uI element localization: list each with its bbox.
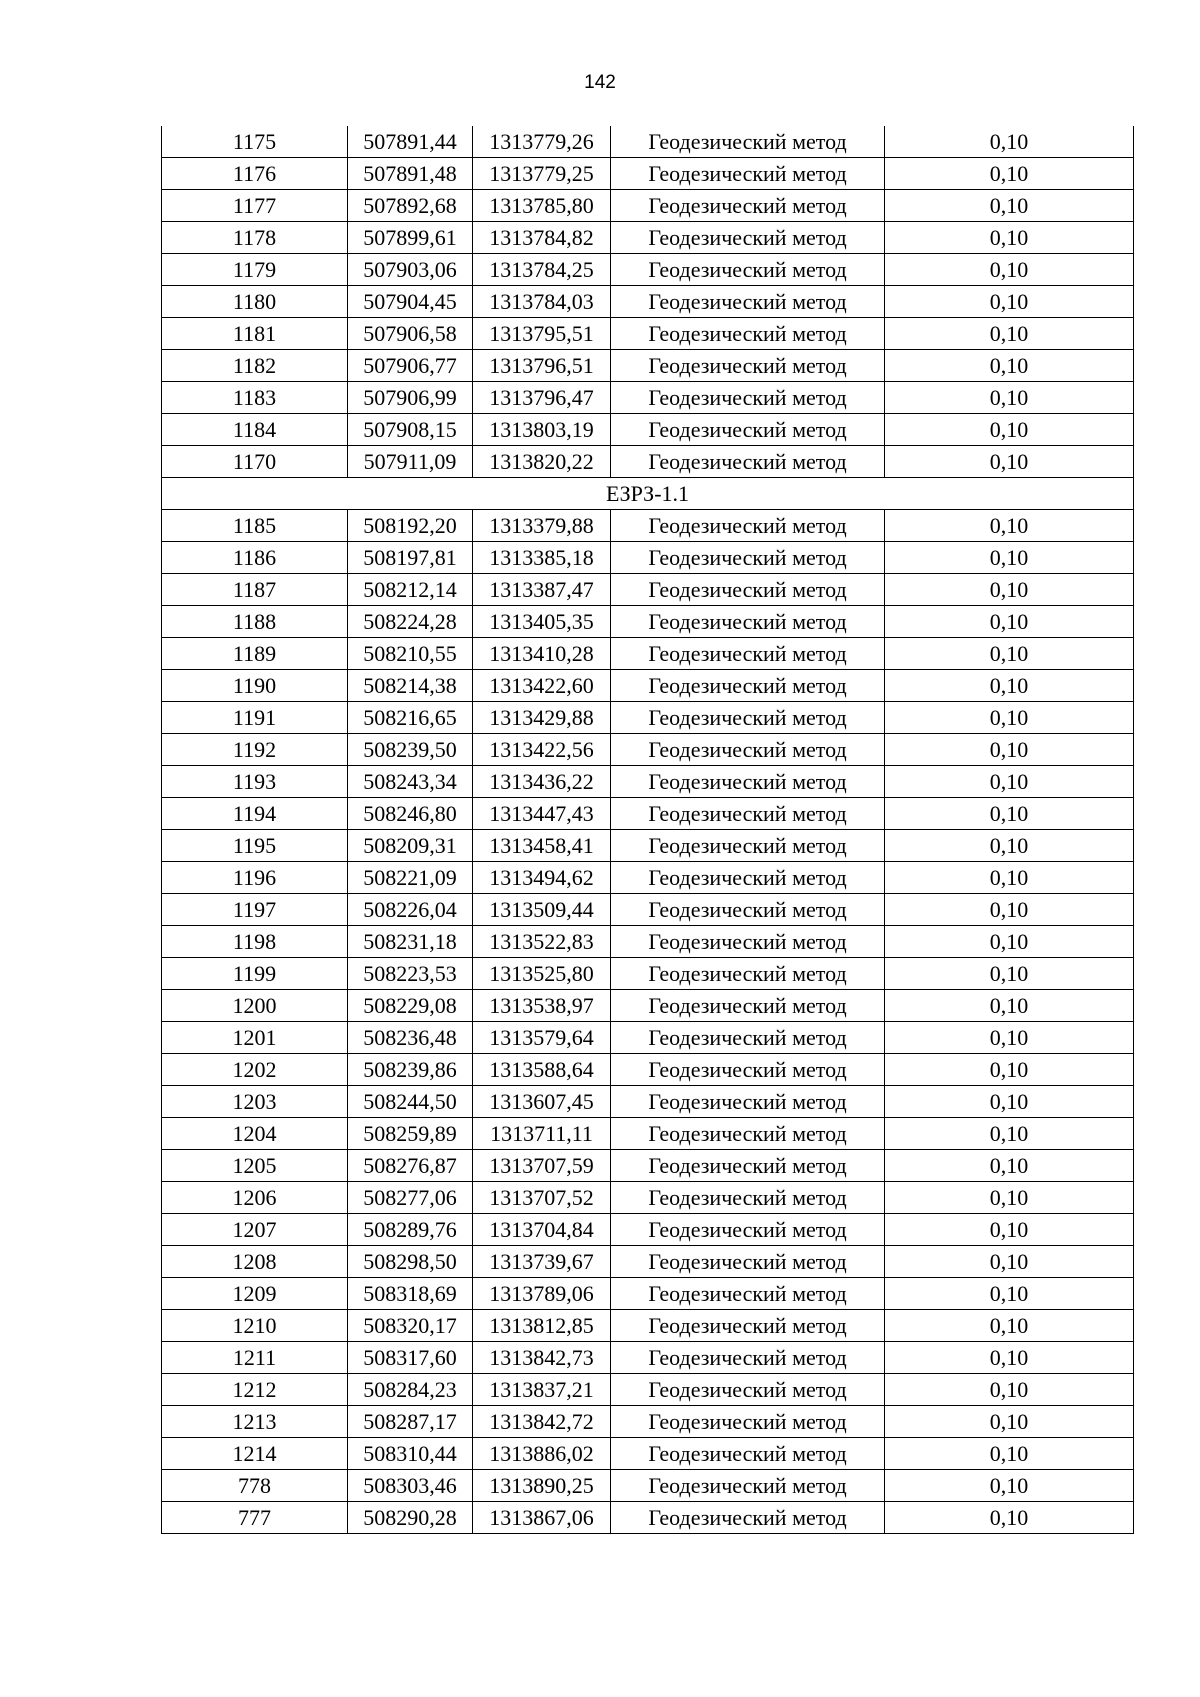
accuracy-cell: 0,10 bbox=[885, 1470, 1134, 1502]
accuracy-cell: 0,10 bbox=[885, 1438, 1134, 1470]
accuracy-cell: 0,10 bbox=[885, 382, 1134, 414]
x-coordinate-cell: 508320,17 bbox=[348, 1310, 473, 1342]
table-row bbox=[162, 126, 1134, 158]
x-coordinate-cell: 508239,86 bbox=[348, 1054, 473, 1086]
y-coordinate-cell: 1313405,35 bbox=[473, 606, 611, 638]
x-coordinate-cell: 508197,81 bbox=[348, 542, 473, 574]
x-coordinate-cell: 507906,99 bbox=[348, 382, 473, 414]
point-number-cell: 1186 bbox=[162, 542, 348, 574]
y-coordinate-cell: 1313803,19 bbox=[473, 414, 611, 446]
x-coordinate-cell: 507899,61 bbox=[348, 222, 473, 254]
method-cell: Геодезический метод bbox=[611, 1054, 885, 1086]
point-number-cell: 1191 bbox=[162, 702, 348, 734]
method-cell: Геодезический метод bbox=[611, 1214, 885, 1246]
point-number-cell: 777 bbox=[162, 1502, 348, 1534]
y-coordinate-cell: 1313837,21 bbox=[473, 1374, 611, 1406]
y-coordinate-cell: 1313447,43 bbox=[473, 798, 611, 830]
table-row bbox=[162, 766, 1134, 798]
table-row bbox=[162, 638, 1134, 670]
accuracy-cell: 0,10 bbox=[885, 1054, 1134, 1086]
accuracy-cell: 0,10 bbox=[885, 158, 1134, 190]
point-number-cell: 1182 bbox=[162, 350, 348, 382]
table-row bbox=[162, 158, 1134, 190]
x-coordinate-cell: 508216,65 bbox=[348, 702, 473, 734]
y-coordinate-cell: 1313410,28 bbox=[473, 638, 611, 670]
section-header-row bbox=[162, 478, 1134, 510]
point-number-cell: 1213 bbox=[162, 1406, 348, 1438]
x-coordinate-cell: 508290,28 bbox=[348, 1502, 473, 1534]
table-row bbox=[162, 190, 1134, 222]
point-number-cell: 1194 bbox=[162, 798, 348, 830]
method-cell: Геодезический метод bbox=[611, 1438, 885, 1470]
table-row bbox=[162, 286, 1134, 318]
y-coordinate-cell: 1313707,59 bbox=[473, 1150, 611, 1182]
method-cell: Геодезический метод bbox=[611, 542, 885, 574]
method-cell: Геодезический метод bbox=[611, 318, 885, 350]
table-row bbox=[162, 414, 1134, 446]
x-coordinate-cell: 508221,09 bbox=[348, 862, 473, 894]
table-row bbox=[162, 1278, 1134, 1310]
y-coordinate-cell: 1313779,25 bbox=[473, 158, 611, 190]
point-number-cell: 1185 bbox=[162, 510, 348, 542]
x-coordinate-cell: 508317,60 bbox=[348, 1342, 473, 1374]
x-coordinate-cell: 508210,55 bbox=[348, 638, 473, 670]
point-number-cell: 1188 bbox=[162, 606, 348, 638]
x-coordinate-cell: 508239,50 bbox=[348, 734, 473, 766]
point-number-cell: 1201 bbox=[162, 1022, 348, 1054]
accuracy-cell: 0,10 bbox=[885, 1182, 1134, 1214]
method-cell: Геодезический метод bbox=[611, 510, 885, 542]
accuracy-cell: 0,10 bbox=[885, 958, 1134, 990]
method-cell: Геодезический метод bbox=[611, 766, 885, 798]
x-coordinate-cell: 508310,44 bbox=[348, 1438, 473, 1470]
method-cell: Геодезический метод bbox=[611, 286, 885, 318]
y-coordinate-cell: 1313525,80 bbox=[473, 958, 611, 990]
accuracy-cell: 0,10 bbox=[885, 1246, 1134, 1278]
y-coordinate-cell: 1313812,85 bbox=[473, 1310, 611, 1342]
point-number-cell: 1196 bbox=[162, 862, 348, 894]
point-number-cell: 1170 bbox=[162, 446, 348, 478]
table-row bbox=[162, 1054, 1134, 1086]
table-row bbox=[162, 990, 1134, 1022]
accuracy-cell: 0,10 bbox=[885, 798, 1134, 830]
point-number-cell: 1211 bbox=[162, 1342, 348, 1374]
point-number-cell: 1179 bbox=[162, 254, 348, 286]
y-coordinate-cell: 1313842,72 bbox=[473, 1406, 611, 1438]
x-coordinate-cell: 508209,31 bbox=[348, 830, 473, 862]
accuracy-cell: 0,10 bbox=[885, 190, 1134, 222]
point-number-cell: 1176 bbox=[162, 158, 348, 190]
method-cell: Геодезический метод bbox=[611, 1310, 885, 1342]
table-row bbox=[162, 350, 1134, 382]
x-coordinate-cell: 508214,38 bbox=[348, 670, 473, 702]
y-coordinate-cell: 1313436,22 bbox=[473, 766, 611, 798]
method-cell: Геодезический метод bbox=[611, 798, 885, 830]
accuracy-cell: 0,10 bbox=[885, 862, 1134, 894]
table-row bbox=[162, 1438, 1134, 1470]
point-number-cell: 1180 bbox=[162, 286, 348, 318]
accuracy-cell: 0,10 bbox=[885, 286, 1134, 318]
y-coordinate-cell: 1313607,45 bbox=[473, 1086, 611, 1118]
accuracy-cell: 0,10 bbox=[885, 1150, 1134, 1182]
y-coordinate-cell: 1313387,47 bbox=[473, 574, 611, 606]
table-row bbox=[162, 1118, 1134, 1150]
y-coordinate-cell: 1313385,18 bbox=[473, 542, 611, 574]
point-number-cell: 1187 bbox=[162, 574, 348, 606]
accuracy-cell: 0,10 bbox=[885, 1214, 1134, 1246]
table-row bbox=[162, 574, 1134, 606]
point-number-cell: 1189 bbox=[162, 638, 348, 670]
method-cell: Геодезический метод bbox=[611, 222, 885, 254]
table-row bbox=[162, 1342, 1134, 1374]
method-cell: Геодезический метод bbox=[611, 1182, 885, 1214]
point-number-cell: 1206 bbox=[162, 1182, 348, 1214]
accuracy-cell: 0,10 bbox=[885, 894, 1134, 926]
accuracy-cell: 0,10 bbox=[885, 510, 1134, 542]
point-number-cell: 1195 bbox=[162, 830, 348, 862]
x-coordinate-cell: 508276,87 bbox=[348, 1150, 473, 1182]
coordinates-table bbox=[161, 126, 1134, 1534]
x-coordinate-cell: 508223,53 bbox=[348, 958, 473, 990]
method-cell: Геодезический метод bbox=[611, 126, 885, 158]
accuracy-cell: 0,10 bbox=[885, 1278, 1134, 1310]
x-coordinate-cell: 508243,34 bbox=[348, 766, 473, 798]
method-cell: Геодезический метод bbox=[611, 350, 885, 382]
method-cell: Геодезический метод bbox=[611, 254, 885, 286]
point-number-cell: 1205 bbox=[162, 1150, 348, 1182]
accuracy-cell: 0,10 bbox=[885, 1502, 1134, 1534]
table-row bbox=[162, 606, 1134, 638]
table-row bbox=[162, 446, 1134, 478]
table-row bbox=[162, 958, 1134, 990]
point-number-cell: 1190 bbox=[162, 670, 348, 702]
method-cell: Геодезический метод bbox=[611, 158, 885, 190]
accuracy-cell: 0,10 bbox=[885, 1022, 1134, 1054]
table-row bbox=[162, 318, 1134, 350]
point-number-cell: 1209 bbox=[162, 1278, 348, 1310]
table-row bbox=[162, 1470, 1134, 1502]
table-row bbox=[162, 1086, 1134, 1118]
method-cell: Геодезический метод bbox=[611, 638, 885, 670]
y-coordinate-cell: 1313422,60 bbox=[473, 670, 611, 702]
table-row bbox=[162, 926, 1134, 958]
x-coordinate-cell: 508277,06 bbox=[348, 1182, 473, 1214]
accuracy-cell: 0,10 bbox=[885, 1086, 1134, 1118]
x-coordinate-cell: 508244,50 bbox=[348, 1086, 473, 1118]
accuracy-cell: 0,10 bbox=[885, 542, 1134, 574]
y-coordinate-cell: 1313458,41 bbox=[473, 830, 611, 862]
x-coordinate-cell: 508226,04 bbox=[348, 894, 473, 926]
table-row bbox=[162, 254, 1134, 286]
table-row bbox=[162, 862, 1134, 894]
point-number-cell: 1183 bbox=[162, 382, 348, 414]
x-coordinate-cell: 508224,28 bbox=[348, 606, 473, 638]
table-row bbox=[162, 1214, 1134, 1246]
x-coordinate-cell: 508298,50 bbox=[348, 1246, 473, 1278]
accuracy-cell: 0,10 bbox=[885, 734, 1134, 766]
y-coordinate-cell: 1313579,64 bbox=[473, 1022, 611, 1054]
y-coordinate-cell: 1313784,25 bbox=[473, 254, 611, 286]
method-cell: Геодезический метод bbox=[611, 1342, 885, 1374]
x-coordinate-cell: 508236,48 bbox=[348, 1022, 473, 1054]
point-number-cell: 1192 bbox=[162, 734, 348, 766]
x-coordinate-cell: 508259,89 bbox=[348, 1118, 473, 1150]
table-row bbox=[162, 734, 1134, 766]
method-cell: Геодезический метод bbox=[611, 1470, 885, 1502]
y-coordinate-cell: 1313739,67 bbox=[473, 1246, 611, 1278]
accuracy-cell: 0,10 bbox=[885, 606, 1134, 638]
y-coordinate-cell: 1313886,02 bbox=[473, 1438, 611, 1470]
x-coordinate-cell: 508284,23 bbox=[348, 1374, 473, 1406]
point-number-cell: 1200 bbox=[162, 990, 348, 1022]
point-number-cell: 1204 bbox=[162, 1118, 348, 1150]
point-number-cell: 778 bbox=[162, 1470, 348, 1502]
table-row bbox=[162, 1246, 1134, 1278]
accuracy-cell: 0,10 bbox=[885, 254, 1134, 286]
accuracy-cell: 0,10 bbox=[885, 638, 1134, 670]
method-cell: Геодезический метод bbox=[611, 190, 885, 222]
method-cell: Геодезический метод bbox=[611, 382, 885, 414]
x-coordinate-cell: 508246,80 bbox=[348, 798, 473, 830]
method-cell: Геодезический метод bbox=[611, 1150, 885, 1182]
y-coordinate-cell: 1313867,06 bbox=[473, 1502, 611, 1534]
x-coordinate-cell: 508212,14 bbox=[348, 574, 473, 606]
x-coordinate-cell: 507908,15 bbox=[348, 414, 473, 446]
accuracy-cell: 0,10 bbox=[885, 414, 1134, 446]
point-number-cell: 1199 bbox=[162, 958, 348, 990]
point-number-cell: 1210 bbox=[162, 1310, 348, 1342]
point-number-cell: 1214 bbox=[162, 1438, 348, 1470]
y-coordinate-cell: 1313704,84 bbox=[473, 1214, 611, 1246]
page-number: 142 bbox=[584, 72, 616, 93]
y-coordinate-cell: 1313796,51 bbox=[473, 350, 611, 382]
accuracy-cell: 0,10 bbox=[885, 1374, 1134, 1406]
accuracy-cell: 0,10 bbox=[885, 926, 1134, 958]
x-coordinate-cell: 507906,77 bbox=[348, 350, 473, 382]
table-row bbox=[162, 1374, 1134, 1406]
accuracy-cell: 0,10 bbox=[885, 702, 1134, 734]
table-row bbox=[162, 222, 1134, 254]
section-title: ЕЗРЗ-1.1 bbox=[162, 478, 1134, 510]
point-number-cell: 1177 bbox=[162, 190, 348, 222]
point-number-cell: 1208 bbox=[162, 1246, 348, 1278]
x-coordinate-cell: 508289,76 bbox=[348, 1214, 473, 1246]
method-cell: Геодезический метод bbox=[611, 958, 885, 990]
accuracy-cell: 0,10 bbox=[885, 1342, 1134, 1374]
accuracy-cell: 0,10 bbox=[885, 222, 1134, 254]
table-row bbox=[162, 702, 1134, 734]
table-row bbox=[162, 382, 1134, 414]
method-cell: Геодезический метод bbox=[611, 990, 885, 1022]
y-coordinate-cell: 1313820,22 bbox=[473, 446, 611, 478]
method-cell: Геодезический метод bbox=[611, 1022, 885, 1054]
y-coordinate-cell: 1313711,11 bbox=[473, 1118, 611, 1150]
x-coordinate-cell: 507891,48 bbox=[348, 158, 473, 190]
coordinates-table-body bbox=[162, 126, 1134, 1534]
x-coordinate-cell: 508303,46 bbox=[348, 1470, 473, 1502]
y-coordinate-cell: 1313509,44 bbox=[473, 894, 611, 926]
accuracy-cell: 0,10 bbox=[885, 574, 1134, 606]
y-coordinate-cell: 1313707,52 bbox=[473, 1182, 611, 1214]
x-coordinate-cell: 507904,45 bbox=[348, 286, 473, 318]
y-coordinate-cell: 1313779,26 bbox=[473, 126, 611, 158]
method-cell: Геодезический метод bbox=[611, 446, 885, 478]
x-coordinate-cell: 507892,68 bbox=[348, 190, 473, 222]
accuracy-cell: 0,10 bbox=[885, 1310, 1134, 1342]
table-row bbox=[162, 1182, 1134, 1214]
point-number-cell: 1203 bbox=[162, 1086, 348, 1118]
x-coordinate-cell: 507903,06 bbox=[348, 254, 473, 286]
accuracy-cell: 0,10 bbox=[885, 1406, 1134, 1438]
y-coordinate-cell: 1313538,97 bbox=[473, 990, 611, 1022]
y-coordinate-cell: 1313784,03 bbox=[473, 286, 611, 318]
table-row bbox=[162, 542, 1134, 574]
point-number-cell: 1178 bbox=[162, 222, 348, 254]
method-cell: Геодезический метод bbox=[611, 1086, 885, 1118]
method-cell: Геодезический метод bbox=[611, 574, 885, 606]
method-cell: Геодезический метод bbox=[611, 926, 885, 958]
x-coordinate-cell: 507891,44 bbox=[348, 126, 473, 158]
y-coordinate-cell: 1313890,25 bbox=[473, 1470, 611, 1502]
y-coordinate-cell: 1313588,64 bbox=[473, 1054, 611, 1086]
point-number-cell: 1175 bbox=[162, 126, 348, 158]
point-number-cell: 1184 bbox=[162, 414, 348, 446]
method-cell: Геодезический метод bbox=[611, 862, 885, 894]
accuracy-cell: 0,10 bbox=[885, 318, 1134, 350]
method-cell: Геодезический метод bbox=[611, 670, 885, 702]
y-coordinate-cell: 1313796,47 bbox=[473, 382, 611, 414]
accuracy-cell: 0,10 bbox=[885, 766, 1134, 798]
y-coordinate-cell: 1313379,88 bbox=[473, 510, 611, 542]
point-number-cell: 1212 bbox=[162, 1374, 348, 1406]
point-number-cell: 1181 bbox=[162, 318, 348, 350]
point-number-cell: 1193 bbox=[162, 766, 348, 798]
method-cell: Геодезический метод bbox=[611, 830, 885, 862]
method-cell: Геодезический метод bbox=[611, 1374, 885, 1406]
y-coordinate-cell: 1313842,73 bbox=[473, 1342, 611, 1374]
accuracy-cell: 0,10 bbox=[885, 830, 1134, 862]
accuracy-cell: 0,10 bbox=[885, 446, 1134, 478]
method-cell: Геодезический метод bbox=[611, 1278, 885, 1310]
table-row bbox=[162, 798, 1134, 830]
table-row bbox=[162, 1310, 1134, 1342]
table-row bbox=[162, 1150, 1134, 1182]
y-coordinate-cell: 1313429,88 bbox=[473, 702, 611, 734]
method-cell: Геодезический метод bbox=[611, 1118, 885, 1150]
table-row bbox=[162, 894, 1134, 926]
method-cell: Геодезический метод bbox=[611, 1502, 885, 1534]
accuracy-cell: 0,10 bbox=[885, 126, 1134, 158]
method-cell: Геодезический метод bbox=[611, 606, 885, 638]
table-row bbox=[162, 510, 1134, 542]
x-coordinate-cell: 508192,20 bbox=[348, 510, 473, 542]
y-coordinate-cell: 1313785,80 bbox=[473, 190, 611, 222]
method-cell: Геодезический метод bbox=[611, 1406, 885, 1438]
method-cell: Геодезический метод bbox=[611, 702, 885, 734]
y-coordinate-cell: 1313494,62 bbox=[473, 862, 611, 894]
point-number-cell: 1197 bbox=[162, 894, 348, 926]
method-cell: Геодезический метод bbox=[611, 1246, 885, 1278]
x-coordinate-cell: 507911,09 bbox=[348, 446, 473, 478]
accuracy-cell: 0,10 bbox=[885, 1118, 1134, 1150]
accuracy-cell: 0,10 bbox=[885, 990, 1134, 1022]
method-cell: Геодезический метод bbox=[611, 894, 885, 926]
x-coordinate-cell: 508318,69 bbox=[348, 1278, 473, 1310]
method-cell: Геодезический метод bbox=[611, 414, 885, 446]
table-row bbox=[162, 1022, 1134, 1054]
y-coordinate-cell: 1313795,51 bbox=[473, 318, 611, 350]
y-coordinate-cell: 1313522,83 bbox=[473, 926, 611, 958]
point-number-cell: 1207 bbox=[162, 1214, 348, 1246]
point-number-cell: 1198 bbox=[162, 926, 348, 958]
method-cell: Геодезический метод bbox=[611, 734, 885, 766]
x-coordinate-cell: 508287,17 bbox=[348, 1406, 473, 1438]
accuracy-cell: 0,10 bbox=[885, 670, 1134, 702]
table-row bbox=[162, 830, 1134, 862]
y-coordinate-cell: 1313422,56 bbox=[473, 734, 611, 766]
point-number-cell: 1202 bbox=[162, 1054, 348, 1086]
y-coordinate-cell: 1313789,06 bbox=[473, 1278, 611, 1310]
x-coordinate-cell: 508229,08 bbox=[348, 990, 473, 1022]
table-row bbox=[162, 1502, 1134, 1534]
table-row bbox=[162, 670, 1134, 702]
y-coordinate-cell: 1313784,82 bbox=[473, 222, 611, 254]
table-row bbox=[162, 1406, 1134, 1438]
x-coordinate-cell: 508231,18 bbox=[348, 926, 473, 958]
accuracy-cell: 0,10 bbox=[885, 350, 1134, 382]
x-coordinate-cell: 507906,58 bbox=[348, 318, 473, 350]
